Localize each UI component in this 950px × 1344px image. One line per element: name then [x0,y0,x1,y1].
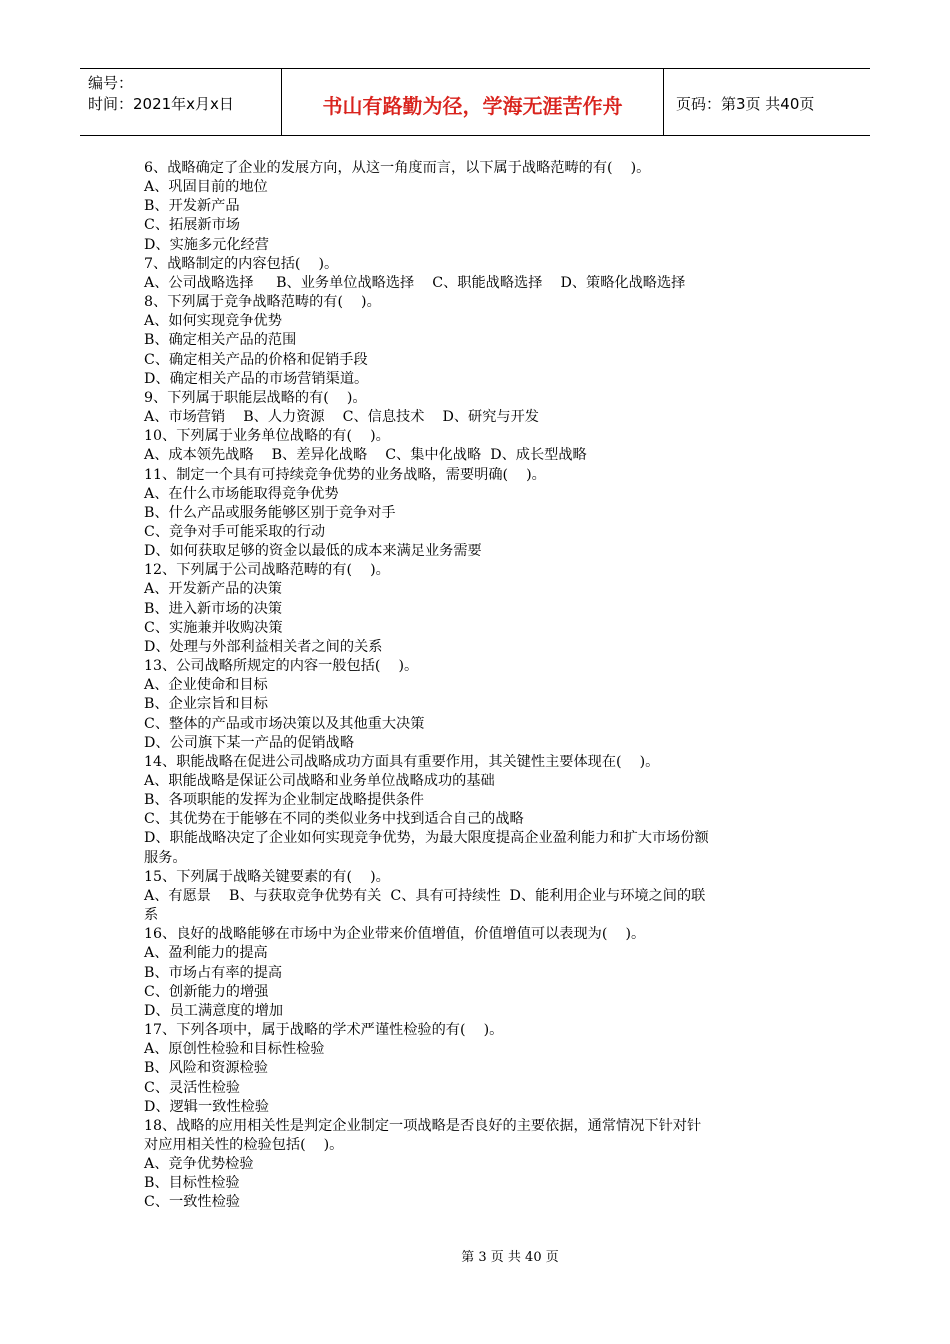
text-line: B、目标性检验 [144,1175,240,1192]
document-body [144,159,814,1213]
text-line: A、原创性检验和目标性检验 [144,1041,325,1058]
text-line: D、公司旗下某一产品的促销战略 [144,734,355,751]
text-line: 8、下列属于竞争战略范畴的有( )。 [144,294,381,311]
text-line: B、开发新产品 [144,198,240,215]
text-line: 17、下列各项中，属于战略的学术严谨性检验的有( )。 [144,1022,504,1039]
text-line: A、盈利能力的提高 [144,945,268,962]
text-line: 对应用相关性的检验包括( )。 [144,1136,344,1153]
text-line: C、整体的产品或市场决策以及其他重大决策 [144,715,425,732]
text-line: C、一致性检验 [144,1194,240,1211]
header-motto: 书山有路勤为径，学海无涯苦作舟 [282,69,664,135]
text-line: 14、职能战略在促进公司战略成功方面具有重要作用，其关键性主要体现在( )。 [144,753,660,770]
text-line: 服务。 [144,849,187,866]
footer-page-number: 第 3 页 共 40 页 [461,1250,559,1265]
text-line: 13、公司战略所规定的内容一般包括( )。 [144,658,419,675]
text-line: 16、良好的战略能够在市场中为企业带来价值增值，价值增值可以表现为( )。 [144,926,646,943]
text-line: D、逻辑一致性检验 [144,1098,269,1115]
text-line: B、风险和资源检验 [144,1060,268,1077]
text-line: 9、下列属于职能层战略的有( )。 [144,389,367,406]
text-line: 12、下列属于公司战略范畴的有( )。 [144,562,390,579]
text-line: A、成本领先战略 B、差异化战略 C、集中化战略 D、成长型战略 [144,447,587,464]
text-line: A、企业使命和目标 [144,677,268,694]
text-line: B、各项职能的发挥为企业制定战略提供条件 [144,792,424,809]
text-line: C、竞争对手可能采取的行动 [144,523,326,540]
text-line: 15、下列属于战略关键要素的有( )。 [144,868,390,885]
text-line: B、进入新市场的决策 [144,600,283,617]
text-line: 11、制定一个具有可持续竞争优势的业务战略，需要明确( )。 [144,466,546,483]
text-line: D、员工满意度的增加 [144,1002,284,1019]
header-page-label: 页码：第3页 共40页 [676,94,815,113]
text-line: A、如何实现竞争优势 [144,313,282,330]
text-line: 6、战略确定了企业的发展方向，从这一角度而言，以下属于战略范畴的有( )。 [144,160,651,176]
text-line: 7、战略制定的内容包括( )。 [144,255,339,272]
text-line: B、什么产品或服务能够区别于竞争对手 [144,504,396,521]
text-line: C、创新能力的增强 [144,983,269,1000]
text-line: C、确定相关产品的价格和促销手段 [144,351,368,368]
text-line: C、其优势在于能够在不同的类似业务中找到适合自己的战略 [144,811,524,828]
text-line: 系 [144,907,159,924]
text-line: C、拓展新市场 [144,217,240,234]
text-line: D、确定相关产品的市场营销渠道。 [144,370,369,387]
text-line: A、巩固目前的地位 [144,179,268,196]
text-line: A、公司战略选择 B、业务单位战略选择 C、职能战略选择 D、策略化战略选择 [144,274,686,291]
text-line: B、企业宗旨和目标 [144,696,268,713]
text-line: A、在什么市场能取得竞争优势 [144,485,339,502]
text-line: A、开发新产品的决策 [144,581,282,598]
text-line: D、如何获取足够的资金以最低的成本来满足业务需要 [144,543,482,560]
text-line: A、竞争优势检验 [144,1156,254,1173]
text-line: A、有愿景 B、与获取竞争优势有关 C、具有可持续性 D、能利用企业与环境之间的联 [144,887,706,904]
text-line: 10、下列属于业务单位战略的有( )。 [144,428,390,445]
text-line: A、职能战略是保证公司战略和业务单位战略成功的基础 [144,773,495,789]
text-line: B、确定相关产品的范围 [144,332,297,349]
text-line: D、处理与外部利益相关者之间的关系 [144,638,383,655]
page-header [80,68,870,136]
page-footer [0,1246,950,1265]
text-line: 18、战略的应用相关性是判定企业制定一项战略是否良好的主要依据，通常情况下针对针 [144,1117,702,1134]
header-meta [80,69,282,135]
text-line: B、市场占有率的提高 [144,964,283,981]
document-time-label: 时间：2021年x月x日 [88,95,234,113]
text-line: A、市场营销 B、人力资源 C、信息技术 D、研究与开发 [144,409,539,426]
text-line: C、灵活性检验 [144,1079,240,1096]
document-number-label: 编号： [88,74,134,92]
text-line: C、实施兼并收购决策 [144,619,283,636]
text-line: D、实施多元化经营 [144,236,269,253]
text-line: D、职能战略决定了企业如何实现竞争优势，为最大限度提高企业盈利能力和扩大市场份额 [144,830,709,847]
